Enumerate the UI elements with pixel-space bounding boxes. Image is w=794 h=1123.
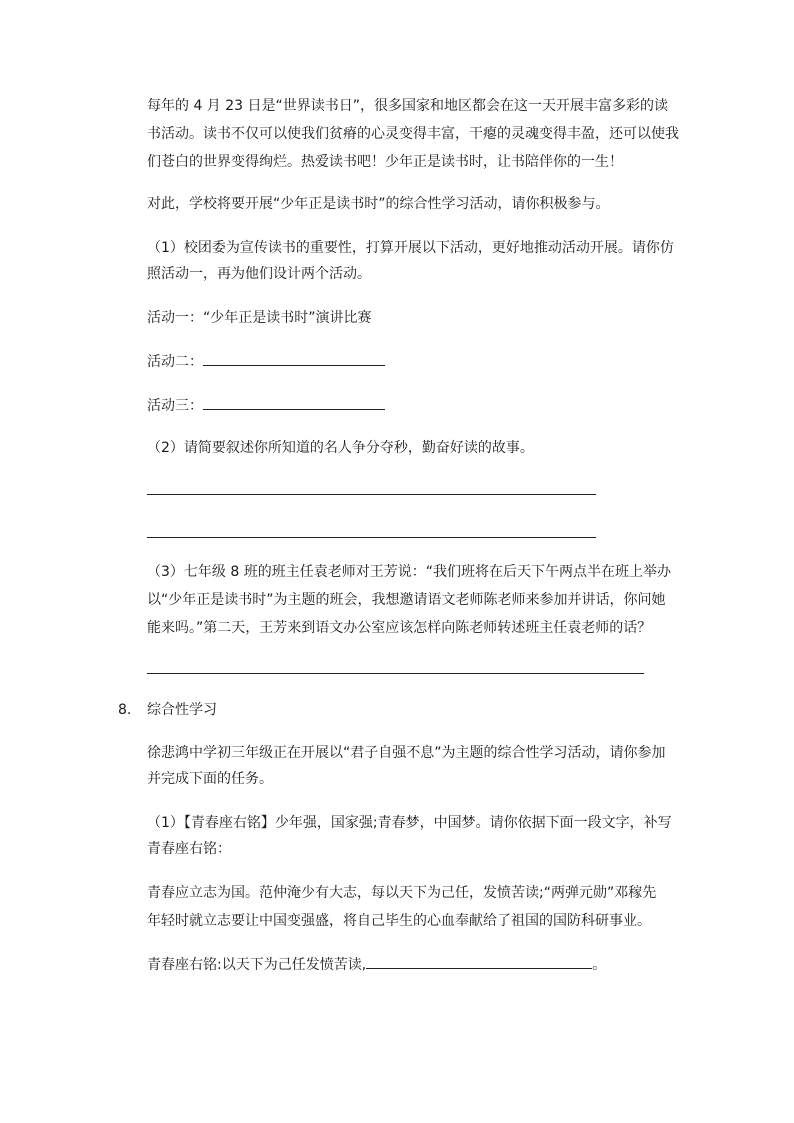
- motto-suffix: 。: [592, 957, 607, 973]
- activity-2-label: 活动二：: [147, 354, 203, 370]
- q8-motto-row: [147, 954, 606, 975]
- activity-3-answer-blank[interactable]: [203, 395, 385, 410]
- q8-intro-line-1: 徐悲鸿中学初三年级正在开展以“君子自强不息”为主题的综合性学习活动，请你参加: [147, 745, 666, 761]
- q7-part2-answer-line-2[interactable]: [147, 537, 596, 538]
- q7-part1-line-1: （1）校团委为宣传读书的重要性，打算开展以下活动，更好地推动活动开展。请你仿: [147, 240, 674, 256]
- activity-1: 活动一：“少年正是读书时”演讲比赛: [147, 310, 372, 326]
- q7-part3-line-1: （3）七年级 8 班的班主任袁老师对王芳说：“我们班将在后天下午两点半在班上举办: [147, 564, 671, 580]
- intro-line-2: 书活动。读书不仅可以使我们贫瘠的心灵变得丰富，干瘪的灵魂变得丰盈，还可以使我: [147, 126, 679, 142]
- q8-passage-line-1: 青春应立志为国。范仲淹少有大志，每以天下为己任，发愤苦读;“两弹元勋”邓稼先: [147, 885, 657, 901]
- activity-3-row: [147, 395, 385, 416]
- q8-part1-line-2: 青春座右铭：: [147, 841, 231, 857]
- q8-passage-line-2: 年轻时就立志要让中国变强盛，将自己毕生的心血奉献给了祖国的国防科研事业。: [147, 913, 651, 929]
- intro-instruction: 对此，学校将要开展“少年正是读书时”的综合性学习活动，请你积极参与。: [147, 196, 610, 212]
- q8-intro-line-2: 并完成下面的任务。: [147, 771, 273, 787]
- q7-part2-prompt: （2）请简要叙述你所知道的名人争分夺秒，勤奋好读的故事。: [147, 440, 534, 456]
- activity-3-label: 活动三：: [147, 398, 203, 414]
- q7-part1-line-2: 照活动一，再为他们设计两个活动。: [147, 266, 371, 282]
- activity-2-answer-blank[interactable]: [203, 351, 385, 366]
- q7-part2-answer-line-1[interactable]: [147, 494, 596, 495]
- q8-number: 8.: [118, 702, 132, 718]
- q7-part3-line-2: 以“少年正是读书时”为主题的班会，我想邀请语文老师陈老师来参加并讲话，你问她: [147, 592, 666, 608]
- motto-answer-blank[interactable]: [366, 954, 592, 969]
- q8-title: 综合性学习: [147, 702, 217, 718]
- intro-line-3: 们苍白的世界变得绚烂。热爱读书吧！少年正是读书时，让书陪伴你的一生！: [147, 154, 623, 170]
- intro-line-1: 每年的 4 月 23 日是“世界读书日”，很多国家和地区都会在这一天开展丰富多彩的读: [147, 98, 669, 114]
- motto-prefix: 青春座右铭:以天下为己任发愤苦读,: [147, 957, 367, 973]
- q8-part1-line-1: （1）【青春座右铭】少年强，国家强;青春梦，中国梦。请你依据下面一段文字，补写: [147, 815, 672, 831]
- q7-part3-answer-line[interactable]: [147, 673, 644, 674]
- q7-part3-line-3: 能来吗。”第二天，王芳来到语文办公室应该怎样向陈老师转述班主任袁老师的话？: [147, 620, 652, 636]
- activity-2-row: [147, 351, 385, 372]
